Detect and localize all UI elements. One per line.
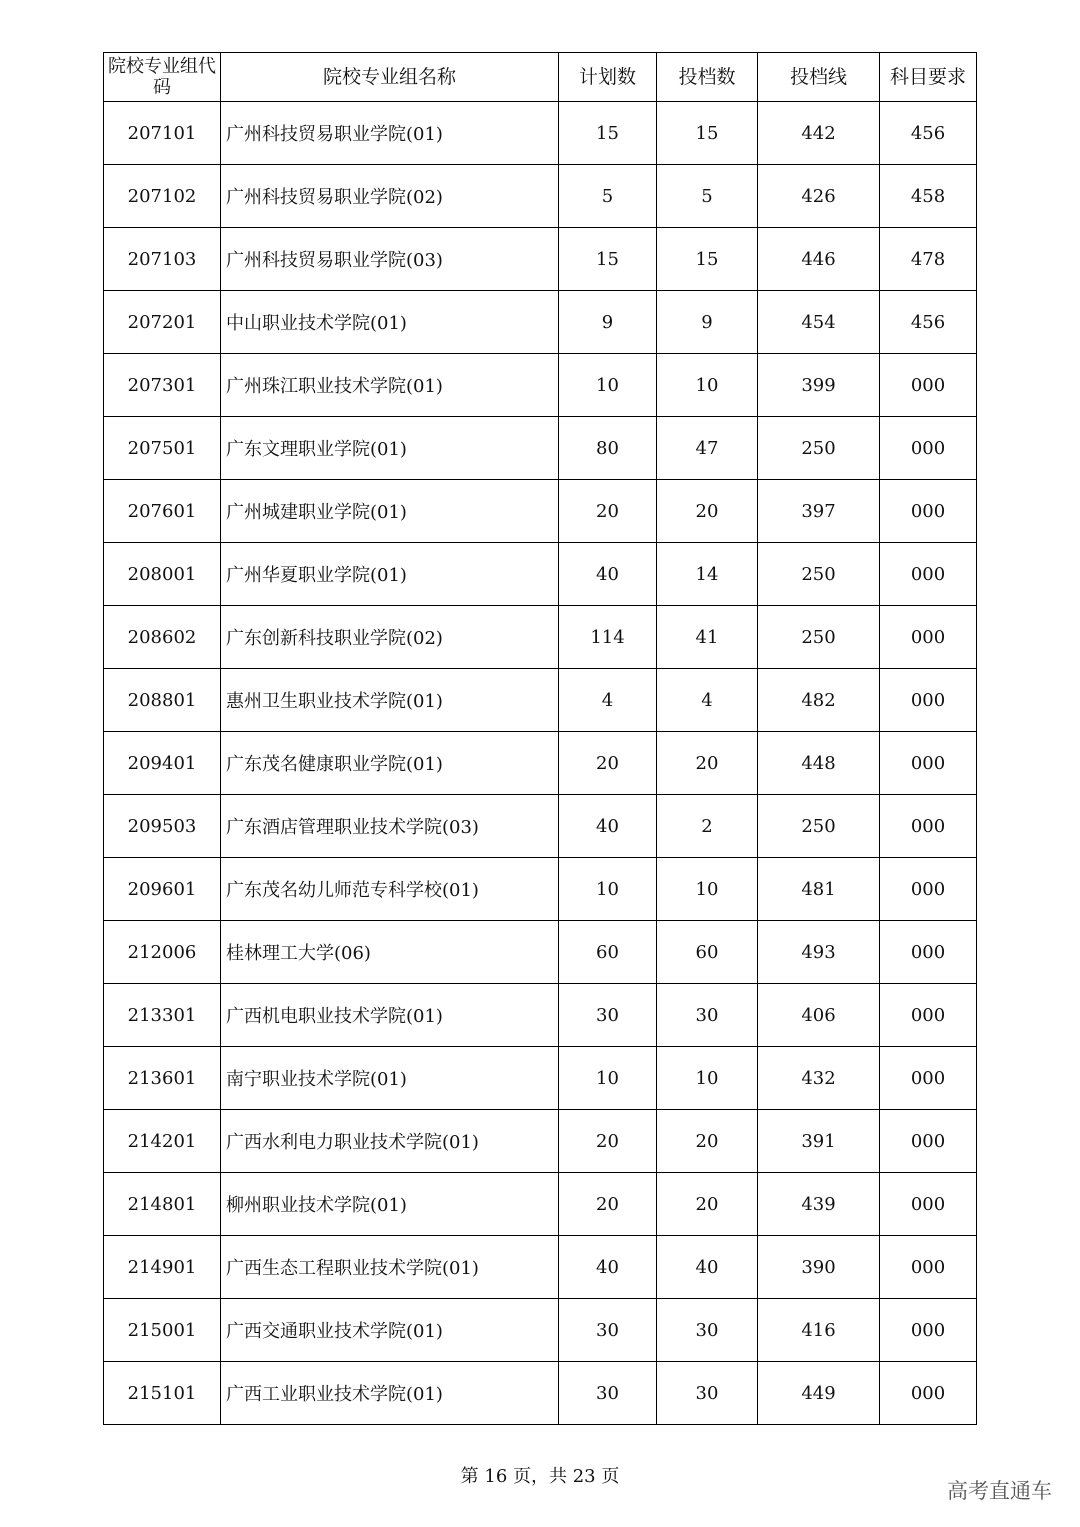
cell-filed: 14 [657,543,758,606]
table-row [104,732,977,795]
cell-plan: 9 [559,291,657,354]
cell-subject: 000 [880,417,977,480]
cell-code: 208001 [104,543,221,606]
cell-plan: 40 [559,795,657,858]
cell-code: 207102 [104,165,221,228]
cell-code: 207501 [104,417,221,480]
cell-name: 广东茂名健康职业学院(01) [221,732,559,795]
cell-name: 桂林理工大学(06) [221,921,559,984]
cell-code: 213601 [104,1047,221,1110]
table-row [104,1173,977,1236]
cell-line: 406 [758,984,880,1047]
table-row [104,417,977,480]
cell-code: 207201 [104,291,221,354]
cell-subject: 000 [880,984,977,1047]
cell-name: 中山职业技术学院(01) [221,291,559,354]
cell-code: 209601 [104,858,221,921]
cell-line: 439 [758,1173,880,1236]
page-footer: 第 16 页，共 23 页 [460,1466,620,1487]
cell-plan: 114 [559,606,657,669]
cell-name: 广州科技贸易职业学院(03) [221,228,559,291]
cell-line: 390 [758,1236,880,1299]
cell-line: 432 [758,1047,880,1110]
cell-subject: 000 [880,543,977,606]
cell-name: 广西机电职业技术学院(01) [221,984,559,1047]
cell-filed: 9 [657,291,758,354]
table-row [104,669,977,732]
cell-code: 215001 [104,1299,221,1362]
cell-plan: 60 [559,921,657,984]
cell-line: 250 [758,543,880,606]
cell-code: 208602 [104,606,221,669]
cell-name: 广州城建职业学院(01) [221,480,559,543]
cell-line: 454 [758,291,880,354]
header-code: 院校专业组代码 [104,53,221,102]
cell-filed: 10 [657,354,758,417]
cell-plan: 30 [559,1299,657,1362]
header-name: 院校专业组名称 [221,53,559,102]
cell-subject: 478 [880,228,977,291]
cell-line: 449 [758,1362,880,1425]
header-plan: 计划数 [559,53,657,102]
cell-code: 207301 [104,354,221,417]
cell-filed: 47 [657,417,758,480]
table-row [104,1047,977,1110]
cell-subject: 000 [880,1110,977,1173]
table-row [104,543,977,606]
table-row [104,858,977,921]
cell-subject: 000 [880,606,977,669]
table-row [104,921,977,984]
cell-code: 215101 [104,1362,221,1425]
table-row [104,1299,977,1362]
cell-filed: 15 [657,102,758,165]
cell-plan: 4 [559,669,657,732]
cell-code: 214901 [104,1236,221,1299]
table-row [104,354,977,417]
cell-filed: 20 [657,1110,758,1173]
table-row [104,1236,977,1299]
cell-line: 446 [758,228,880,291]
cell-name: 广西生态工程职业技术学院(01) [221,1236,559,1299]
cell-filed: 10 [657,1047,758,1110]
cell-plan: 80 [559,417,657,480]
table-row [104,480,977,543]
cell-name: 南宁职业技术学院(01) [221,1047,559,1110]
cell-filed: 20 [657,480,758,543]
cell-code: 207103 [104,228,221,291]
cell-filed: 40 [657,1236,758,1299]
cell-code: 214201 [104,1110,221,1173]
cell-name: 广东酒店管理职业技术学院(03) [221,795,559,858]
cell-subject: 000 [880,354,977,417]
cell-code: 207101 [104,102,221,165]
cell-code: 207601 [104,480,221,543]
cell-name: 广州华夏职业学院(01) [221,543,559,606]
table-row [104,228,977,291]
cell-plan: 20 [559,1110,657,1173]
cell-plan: 5 [559,165,657,228]
cell-filed: 30 [657,1299,758,1362]
cell-name: 广州科技贸易职业学院(01) [221,102,559,165]
cell-name: 广东茂名幼儿师范专科学校(01) [221,858,559,921]
cell-name: 广西工业职业技术学院(01) [221,1362,559,1425]
cell-filed: 15 [657,228,758,291]
cell-name: 广东文理职业学院(01) [221,417,559,480]
cell-filed: 30 [657,984,758,1047]
cell-plan: 10 [559,1047,657,1110]
cell-code: 209503 [104,795,221,858]
cell-subject: 000 [880,858,977,921]
cell-subject: 458 [880,165,977,228]
cell-plan: 20 [559,1173,657,1236]
cell-filed: 20 [657,1173,758,1236]
cell-plan: 20 [559,732,657,795]
table-row [104,795,977,858]
cell-name: 广东创新科技职业学院(02) [221,606,559,669]
cell-subject: 000 [880,1299,977,1362]
header-subject: 科目要求 [880,53,977,102]
cell-plan: 15 [559,228,657,291]
cell-code: 213301 [104,984,221,1047]
cell-plan: 30 [559,984,657,1047]
cell-subject: 456 [880,291,977,354]
cell-subject: 456 [880,102,977,165]
cell-name: 惠州卫生职业技术学院(01) [221,669,559,732]
cell-filed: 41 [657,606,758,669]
cell-line: 397 [758,480,880,543]
cell-filed: 20 [657,732,758,795]
watermark: 高考直通车 [947,1479,1052,1503]
cell-name: 广西水利电力职业技术学院(01) [221,1110,559,1173]
cell-line: 493 [758,921,880,984]
cell-line: 448 [758,732,880,795]
cell-plan: 40 [559,1236,657,1299]
table-header-row [104,53,977,102]
header-line: 投档线 [758,53,880,102]
cell-plan: 40 [559,543,657,606]
cell-code: 209401 [104,732,221,795]
cell-code: 212006 [104,921,221,984]
table-row [104,291,977,354]
cell-line: 416 [758,1299,880,1362]
cell-subject: 000 [880,480,977,543]
cell-plan: 15 [559,102,657,165]
cell-filed: 5 [657,165,758,228]
cell-filed: 10 [657,858,758,921]
cell-subject: 000 [880,1236,977,1299]
cell-subject: 000 [880,1173,977,1236]
cell-subject: 000 [880,1047,977,1110]
cell-line: 250 [758,795,880,858]
cell-subject: 000 [880,732,977,795]
cell-line: 250 [758,606,880,669]
cell-code: 208801 [104,669,221,732]
cell-code: 214801 [104,1173,221,1236]
cell-subject: 000 [880,1362,977,1425]
cell-name: 广州科技贸易职业学院(02) [221,165,559,228]
table-row [104,1362,977,1425]
cell-filed: 2 [657,795,758,858]
cell-line: 391 [758,1110,880,1173]
cell-subject: 000 [880,921,977,984]
cell-plan: 20 [559,480,657,543]
cell-line: 250 [758,417,880,480]
cell-plan: 30 [559,1362,657,1425]
table-row [104,984,977,1047]
cell-filed: 60 [657,921,758,984]
table-row [104,102,977,165]
cell-line: 426 [758,165,880,228]
cell-filed: 4 [657,669,758,732]
table-row [104,606,977,669]
cell-name: 广州珠江职业技术学院(01) [221,354,559,417]
table-row [104,165,977,228]
cell-subject: 000 [880,669,977,732]
cell-plan: 10 [559,354,657,417]
cell-subject: 000 [880,795,977,858]
cell-filed: 30 [657,1362,758,1425]
cell-line: 481 [758,858,880,921]
cell-line: 399 [758,354,880,417]
cell-line: 482 [758,669,880,732]
cell-name: 柳州职业技术学院(01) [221,1173,559,1236]
cell-line: 442 [758,102,880,165]
cell-plan: 10 [559,858,657,921]
table-row [104,1110,977,1173]
cell-name: 广西交通职业技术学院(01) [221,1299,559,1362]
admission-table [103,52,977,1425]
header-filed: 投档数 [657,53,758,102]
